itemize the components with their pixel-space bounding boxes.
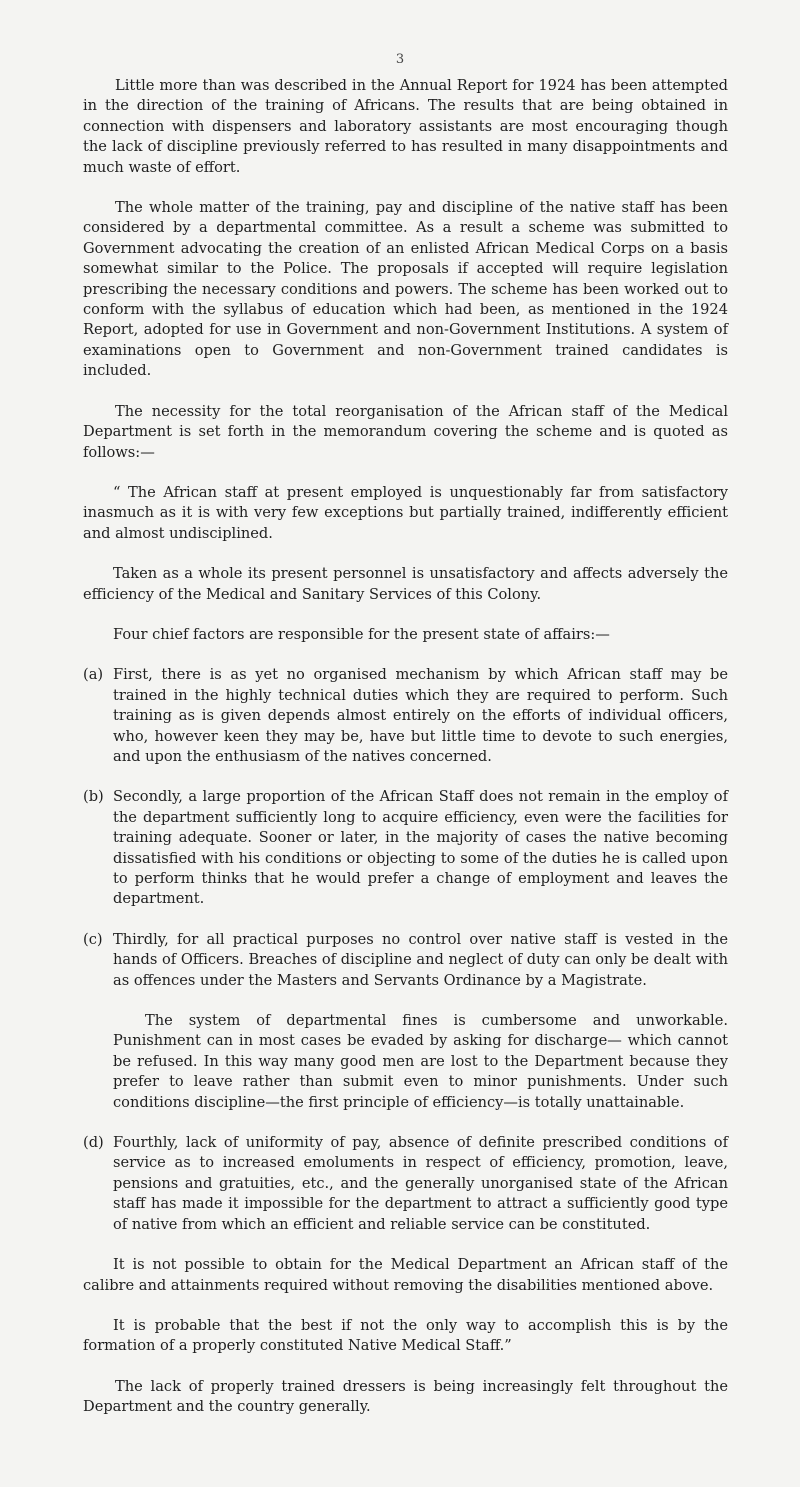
quote-paragraph-personnel: Taken as a whole its present personnel is unsatisfactory and affects adversely the efficiency of the Medical and Sanitary Services of this Colony. xyxy=(83,565,728,603)
paragraph-departmental-committee: The whole matter of the training, pay and discipline of the native staff has been considered by a departmental committee. As a result a scheme was submitted to Government advocating the creation of an enlisted African Medical Corps on a basis somewhat similar to the Police. The proposals if accepted will require legislation prescribing the necessary conditions and powers. The scheme has been worked out to conform with the syllabus of education which had been, as mentioned in the 1924 Report, adopted for use in Government and non-Government Institutions. A system of examinations open to Government and non-Government trained candidates is included. xyxy=(83,199,728,380)
quote-paragraph-calibre: It is not possible to obtain for the Medical Department an African staff of the calibre and attainments required without removing the disabilities mentioned above. xyxy=(83,1256,728,1294)
list-item-label: (d) xyxy=(83,1134,104,1152)
list-item-text: Thirdly, for all practical purposes no control over native staff is vested in the hands of Officers. Breaches of discipline and neglect of duty can only be dealt with as offences under the Masters and Servants Ordinance by a Magistrate. xyxy=(113,930,728,989)
list-item-c xyxy=(83,930,728,991)
quote-paragraph-departmental-fines: The system of departmental fines is cumbersome and unworkable. Punishment can in most cases be evaded by asking for discharge— which cannot be refused. In this way many good men are lost to the Department because they prefer to leave rather than submit even to minor punishments. Under such conditions discipline—the first principle of efficiency—is totally unattainable. xyxy=(113,1012,728,1111)
quote-paragraph-four-factors: Four chief factors are responsible for the present state of affairs:— xyxy=(113,625,610,643)
list-item-label: (a) xyxy=(83,666,104,684)
list-item-b xyxy=(83,787,728,909)
list-item-label: (c) xyxy=(83,930,103,948)
list-item-text: Fourthly, lack of uniformity of pay, absence of definite prescribed conditions of service as to increased emoluments in respect of efficiency, promotion, leave, pensions and gratuities, etc., and the generally unorganised state of the African staff has made it impossible for the department to attract a sufficiently good type of native from which an efficient and reliable service can be constituted. xyxy=(113,1134,728,1233)
list-item-label: (b) xyxy=(83,788,104,806)
document-body xyxy=(83,76,728,1438)
list-item-d xyxy=(83,1133,728,1235)
quote-paragraph-native-medical-staff: It is probable that the best if not the only way to accomplish this is by the formation of a properly constituted Native Medical Staff.” xyxy=(83,1316,728,1355)
page-number: 3 xyxy=(395,52,405,67)
paragraph-training-africans: Little more than was described in the Annual Report for 1924 has been attempted in the direction of the training of Africans. The results that are being obtained in connection with dispensers and laboratory assistants are most encouraging though the lack of discipline previously referred to has resulted in many disappointments and much waste of effort. xyxy=(83,77,728,176)
list-item-text: Secondly, a large proportion of the African Staff does not remain in the employ of the department sufficiently long to acquire efficiency, even were the facilities for training adequate. Sooner or later, in the majority of cases the native becoming dissatisfied with his conditions or objecting to some of the duties he is called upon to perform thinks that he would prefer a change of employment and leaves the department. xyxy=(113,788,728,908)
paragraph-dressers: The lack of properly trained dressers is being increasingly felt throughout the Department and the country generally. xyxy=(83,1377,728,1416)
paragraph-reorganisation: The necessity for the total reorganisation of the African staff of the Medical Department is set forth in the memorandum covering the scheme and is quoted as follows:— xyxy=(83,402,728,461)
list-item-a xyxy=(83,665,728,767)
quote-paragraph-staff-unsatisfactory: “ The African staff at present employed is unquestionably far from satisfactory inasmuch as it is with very few exceptions but partially trained, indifferently efficient and almost undisciplined. xyxy=(83,483,728,542)
list-item-text: First, there is as yet no organised mechanism by which African staff may be trained in the highly technical duties which they are required to perform. Such training as is given depends almost entirely on the efforts of individual officers, who, however keen they may be, have but little time to devote to such energies, and upon the enthusiasm of the natives concerned. xyxy=(113,666,728,765)
